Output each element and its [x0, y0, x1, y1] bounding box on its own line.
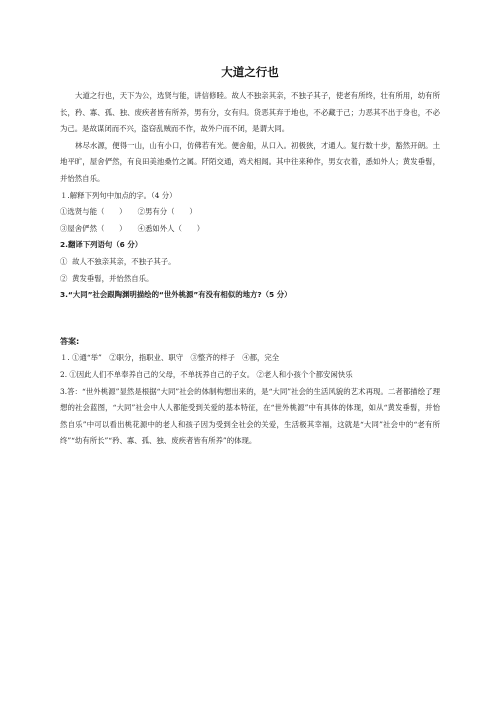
section-spacer [60, 304, 440, 334]
answers-heading: 答案: [60, 336, 80, 346]
question-2-prompt: 2.翻译下列语句（6 分） [60, 240, 143, 250]
page-title: 大道之行也 [221, 65, 279, 79]
question-2-item-1: ① 故人不独亲其亲，不独子其子。 [60, 256, 176, 266]
question-1-prompt: １.解释下列句中加点的字。（4 分） [60, 190, 177, 200]
answer-3: 3.答：“世外桃源”显然是根据“大同”社会的体制构想出来的，是“大同”社会的生活风貌的艺术再现。二者都描绘了理想的社会蓝图，“大同”社会中人人都能受到关爱的基本特征，在“世外桃源”中有具体的体现，如从“黄发垂髫，并怡然自乐”中可以看出桃花源中的老人和孩子因为受到全社会的关爱，生活极其幸福，这就是“大同”社会中的“老有所终”“幼有所长”“矜、寡、孤、独、废疾者皆有所养”的体现。 [60, 386, 440, 446]
passage-paragraph-1: 大道之行也，天下为公，选贤与能，讲信修睦。故人不独亲其亲，不独子其子，使老有所终，壮有所用，幼有所长，矜、寡、孤、独、废疾者皆有所养，男有分，女有归。货恶其弃于地也，不必藏于己；力恶其不出于身也，不必为己。是故谋闭而不兴，盗窃乱贼而不作，故外户而不闭，是谓大同。 [60, 91, 440, 134]
answer-2: 2. ①因此人们不单奉养自己的父母，不单抚养自己的子女。 ②老人和小孩个个都安闲快乐 [60, 369, 353, 379]
question-2-item-2: ② 黄发垂髫，并怡然自乐。 [60, 273, 154, 283]
passage-paragraph-2: 林尽水源，便得一山，山有小口，仿佛若有光。便舍船，从口入。初极狭，才通人。复行数十步，豁然开朗。土地平旷，屋舍俨然，有良田美池桑竹之属。阡陌交通，鸡犬相闻。其中往来种作，男女衣着，悉如外人；黄发垂髫，并怡然自乐。 [60, 140, 440, 183]
question-3-prompt: 3.“大同”社会跟陶渊明描绘的“世外桃源”有没有相似的地方?（5 分） [60, 290, 292, 300]
answer-1: １. ①通“举” ②职分，指职业、职守 ③整齐的样子 ④都，完全 [60, 353, 280, 363]
question-1-row-2: ③屋舍俨然（ ） ④悉如外人（ ） [60, 223, 205, 233]
document-page [60, 64, 440, 450]
question-1-row-1: ①选贤与能（ ） ②男有分（ ） [60, 207, 197, 217]
